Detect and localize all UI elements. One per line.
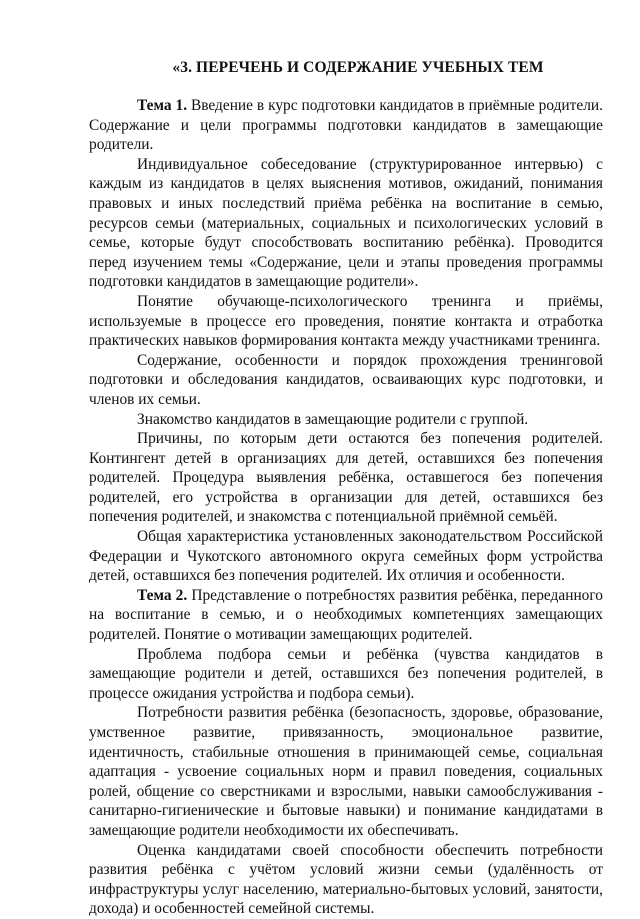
paragraph [89,292,603,351]
section-title: «3. ПЕРЕЧЕНЬ И СОДЕРЖАНИЕ УЧЕБНЫХ ТЕМ [172,59,544,76]
paragraph [89,410,603,430]
topic-label: Тема 2. [137,586,188,604]
paragraph-text: Введение в курс подготовки кандидатов в приёмные родители. Содержание и цели программы подготовки кандидатов в замещающие родители. [89,97,603,154]
paragraph-text: Представление о потребностях развития ребёнка, переданного на воспитание в семью, и о необходимых компетенциях замещающих родителей. Понятие о мотивации замещающих родителей. [89,586,603,644]
paragraph [89,703,603,840]
paragraph-text: Понятие обучающе-психологического тренинга и приёмы, используемые в процессе его проведения, понятие контакта и отработка практических навыков формирования контакта между участниками тренинга. [89,292,603,350]
paragraph-topic-1 [89,96,603,155]
paragraph [89,429,603,527]
paragraph [89,155,603,292]
paragraph-text: Проблема подбора семьи и ребёнка (чувства кандидатов в замещающие родители и детей, оставшихся без попечения родителей, в процессе ожидания устройства и подбора семьи). [89,645,603,702]
paragraph-topic-2 [89,586,603,645]
paragraph [89,351,603,410]
paragraph [89,527,603,586]
paragraph-text: Общая характеристика установленных законодательством Российской Федерации и Чукотского автономного округа семейных форм устройства детей, оставшихся без попечения родителей. Их отличия и особенности. [89,528,603,585]
paragraph [89,841,603,919]
paragraph-text: Знакомство кандидатов в замещающие родители с группой. [137,410,529,428]
paragraph-text: Индивидуальное собеседование (структурированное интервью) с каждым из кандидатов в целях выяснения мотивов, ожиданий, понимания правовых и иных последствий приёма ребёнка на воспитание в семью, ресурсов семьи (материальных, социальных и психологических условий в семье, которые будут способствовать воспитанию ребёнка). Проводится перед изучением темы «Содержание, цели и этапы проведения программы подготовки кандидатов в замещающие родители». [89,155,603,291]
document-page [89,58,603,919]
paragraph [89,645,603,704]
paragraph-text: Содержание, особенности и порядок прохождения тренинговой подготовки и обследования кандидатов, осваивающих курс подготовки, и членов их семьи. [89,351,603,408]
paragraph-text: Причины, по которым дети остаются без попечения родителей. Контингент детей в организациях для детей, оставшихся без попечения родителей. Процедура выявления ребёнка, оставшегося без попечения родителей, его устройства в организации для детей, оставшихся без попечения родителей, и знакомства с потенциальной приёмной семьёй. [89,430,603,526]
paragraph-text: Потребности развития ребёнка (безопасность, здоровье, образование, умственное развитие, привязанность, эмоциональное развитие, идентичность, стабильные отношения в принимающей семье, социальная адаптация - усвоение социальных норм и правил поведения, социальных ролей, общение со сверстниками и взрослыми, навыки самообслуживания - санитарно-гигиенические и бытовые навыки) и понимание кандидатами в замещающие родители необходимости их обеспечивать. [89,704,603,839]
paragraph-text: Оценка кандидатами своей способности обеспечить потребности развития ребёнка с учётом условий жизни семьи (удалённость от инфраструктуры услуг населению, материально-бытовых условий, занятости, дохода) и особенностей семейной системы. [89,841,603,918]
topic-label: Тема 1. [137,97,188,114]
